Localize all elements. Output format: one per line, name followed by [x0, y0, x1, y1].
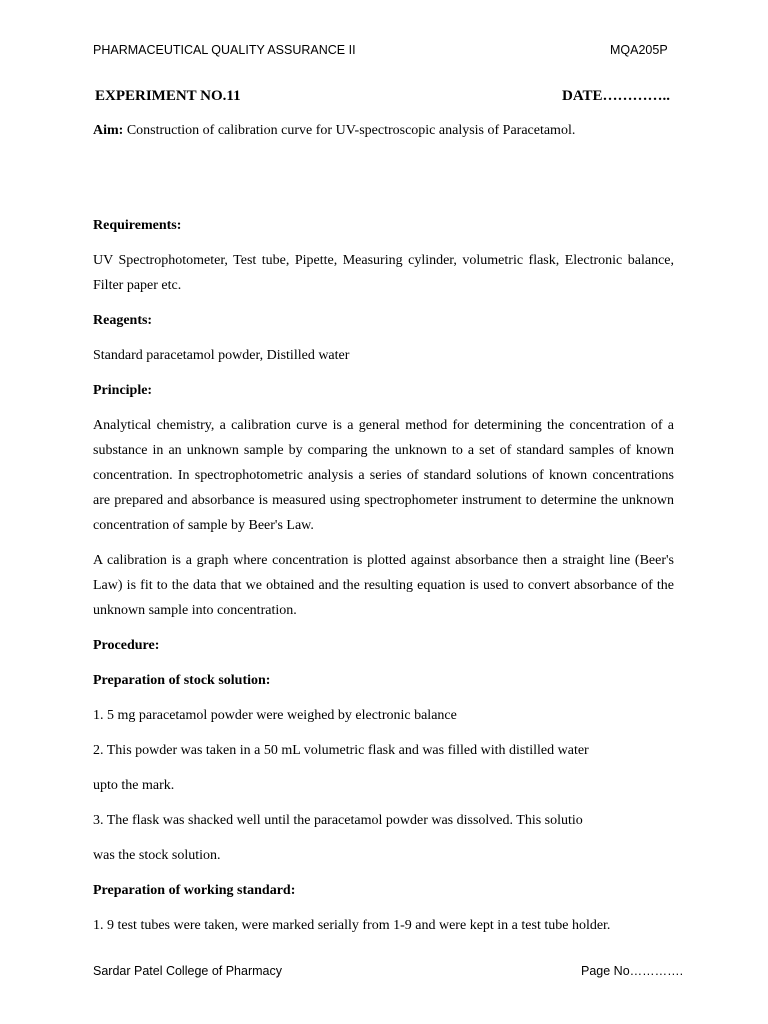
header-course-title: PHARMACEUTICAL QUALITY ASSURANCE II: [93, 43, 356, 57]
reagents-text: Standard paracetamol powder, Distilled water: [93, 348, 350, 363]
aim-text: Construction of calibration curve for UV-spectroscopic analysis of Paracetamol.: [126, 123, 576, 138]
experiment-title: EXPERIMENT NO.11: [95, 88, 241, 104]
requirements-text: UV Spectrophotometer, Test tube, Pipette, Measuring cylinder, volumetric flask, Electronic balance, Filter paper etc.: [93, 253, 674, 293]
footer-college-name: Sardar Patel College of Pharmacy: [93, 964, 282, 978]
stock-solution-heading: Preparation of stock solution:: [93, 673, 271, 688]
reagents-heading: Reagents:: [93, 313, 153, 328]
working-standard-heading: Preparation of working standard:: [93, 883, 296, 898]
experiment-date: DATE…………..: [562, 88, 671, 104]
header-course-code: MQA205P: [610, 43, 668, 57]
requirements-heading: Requirements:: [93, 218, 182, 233]
stock-step-3-continued: was the stock solution.: [93, 848, 221, 863]
stock-step-1: 1. 5 mg paracetamol powder were weighed by electronic balance: [93, 708, 457, 723]
principle-paragraph-1: Analytical chemistry, a calibration curve is a general method for determining the concentration of a substance in an unknown sample by comparing the unknown to a set of standard samples of known concentration. In spectrophotometric analysis a series of standard solutions of known concentrations are prepared and absorbance is measured using spectrophometer instrument to determine the unknown concentration of sample by Beer's Law.: [93, 418, 674, 533]
principle-heading: Principle:: [93, 383, 153, 398]
stock-step-3: 3. The flask was shacked well until the paracetamol powder was dissolved. This solutio: [93, 813, 583, 828]
aim-line: [93, 123, 575, 139]
stock-step-2: 2. This powder was taken in a 50 mL volumetric flask and was filled with distilled water: [93, 743, 589, 758]
stock-step-2-continued: upto the mark.: [93, 778, 175, 793]
procedure-heading: Procedure:: [93, 638, 160, 653]
working-step-1: 1. 9 test tubes were taken, were marked serially from 1-9 and were kept in a test tube holder.: [93, 918, 611, 933]
footer-page-number: Page No………….: [581, 964, 684, 978]
principle-paragraph-2: A calibration is a graph where concentration is plotted against absorbance then a straight line (Beer's Law) is fit to the data that we obtained and the resulting equation is used to convert absorbance of the unknown sample into concentration.: [93, 553, 674, 618]
aim-label: Aim:: [93, 123, 124, 138]
